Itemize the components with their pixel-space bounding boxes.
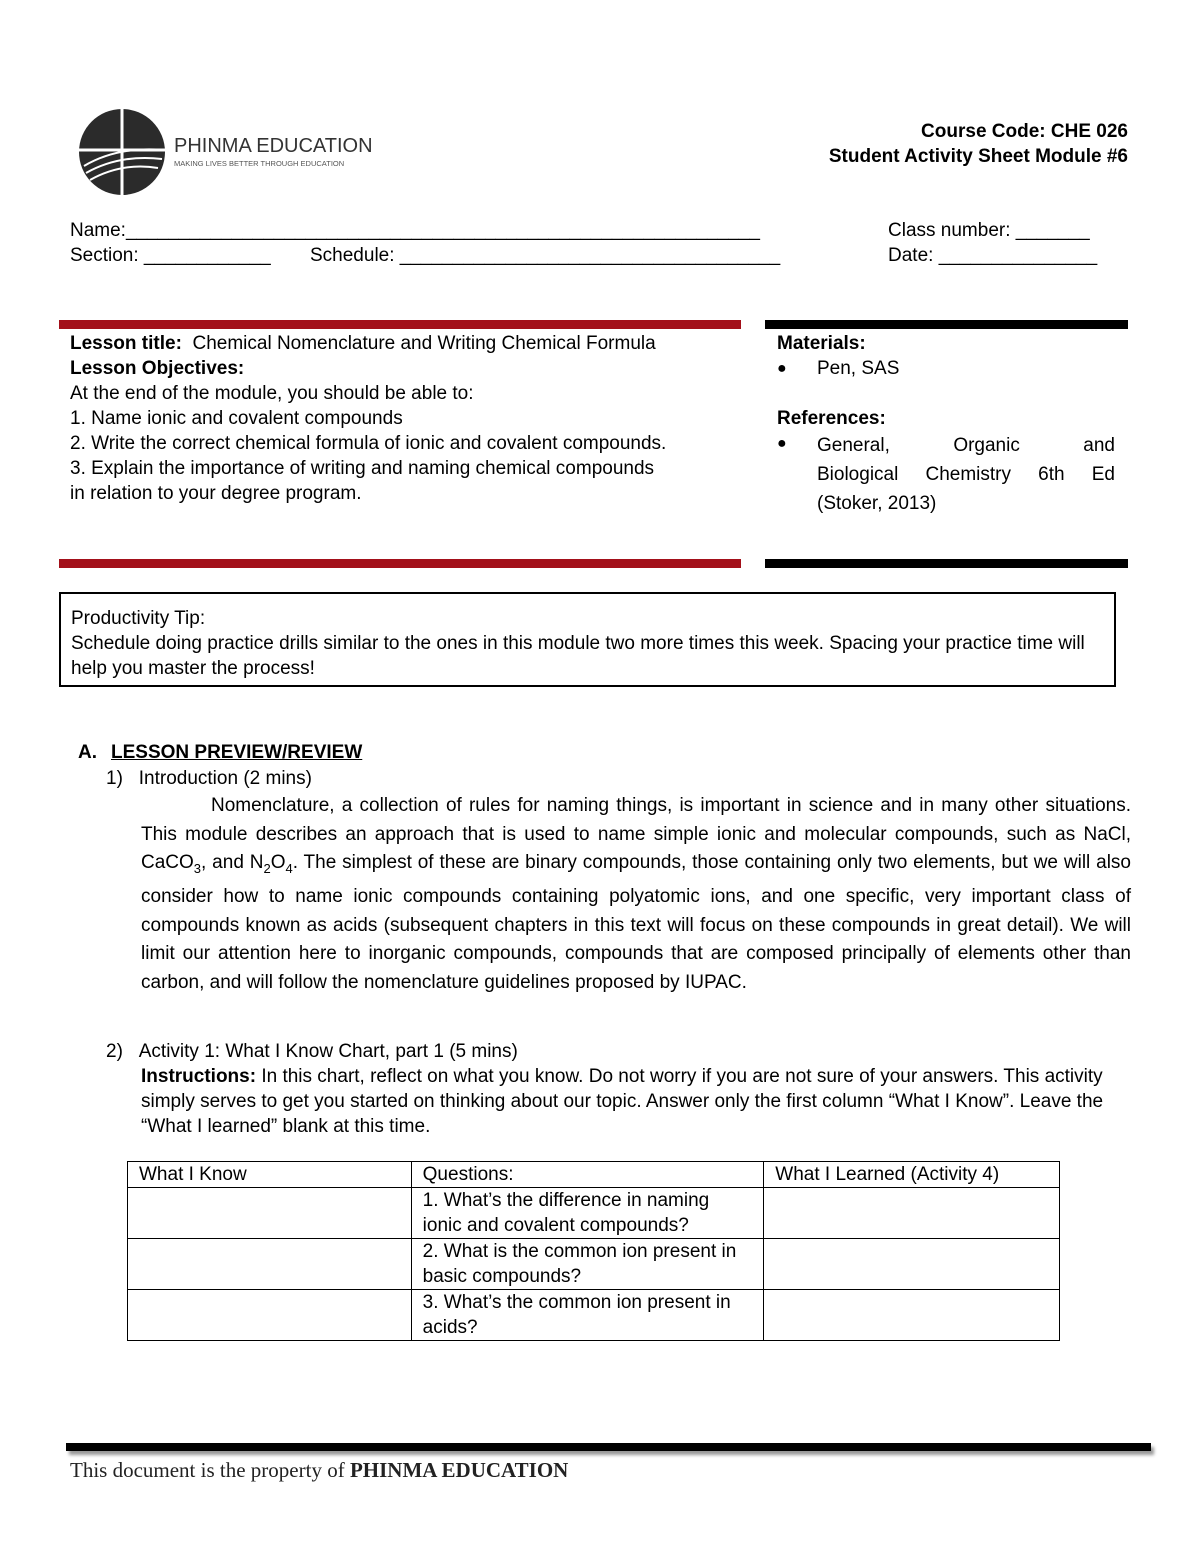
class-number-field[interactable]: Class number: _______ [888, 220, 1090, 241]
schedule-field[interactable]: Schedule: ____________________________________ [310, 245, 781, 266]
top-black-divider [765, 320, 1128, 329]
what-i-know-chart [127, 1161, 1060, 1341]
table-row [128, 1188, 1060, 1239]
logo-tagline: MAKING LIVES BETTER THROUGH EDUCATION [174, 159, 345, 168]
productivity-tip-box [59, 592, 1116, 687]
logo-wordmark: PHINMA EDUCATION [174, 135, 373, 157]
materials-label: Materials: [777, 333, 866, 354]
materials-item: ● Pen, SAS [777, 358, 900, 379]
lesson-title-line [70, 331, 670, 356]
footer-divider [66, 1443, 1151, 1451]
top-red-divider [59, 320, 741, 329]
name-field[interactable]: Name:____________________________________________________________ [70, 220, 760, 241]
references-label: References: [777, 408, 886, 429]
introduction-paragraph: Nomenclature, a collection of rules for naming things, is important in science and in many other situations. This module describes an approach that is used to name simple ionic and molecular compounds, such as NaCl, CaCO$_3$, and $N_2O_4$. The simplest of these are binary compounds, those containing only two elements, but we will also consider how to name ionic compounds containing polyatomic ions, and one specific, very important class of compounds known as acids (subsequent chapters in this text will focus on these compounds in great detail). We will limit our attention here to inorganic compounds, compounds that are composed principally of elements other than carbon, and will follow the nomenclature guidelines proposed by IUPAC. [141, 795, 1131, 993]
header-what-i-know: What I Know [128, 1162, 412, 1188]
section-field[interactable]: Section: ____________ [70, 245, 271, 266]
bottom-black-divider [765, 559, 1128, 568]
item-introduction: 1) Introduction (2 mins) [106, 768, 312, 789]
bottom-red-divider [59, 559, 741, 568]
question-cell: 2. What is the common ion present in basic compounds? [411, 1239, 764, 1290]
answer-cell[interactable] [128, 1290, 412, 1341]
lesson-title-label: Lesson title: [70, 333, 182, 354]
header-questions: Questions: [411, 1162, 764, 1188]
footer-note: This document is the property of PHINMA EDUCATION [70, 1458, 569, 1482]
bullet-icon: ● [777, 435, 787, 452]
table-row [128, 1239, 1060, 1290]
lesson-title: Chemical Nomenclature and Writing Chemical Formula [192, 333, 656, 354]
activity-instructions: Instructions: In this chart, reflect on what you know. Do not worry if you are not sure of your answers. This activity simply serves to get you started on thinking about our topic. Answer only the first column “What I Know”. Leave the “What I learned” blank at this time. [141, 1066, 1104, 1137]
section-a-heading: A. LESSON PREVIEW/REVIEW [78, 742, 363, 763]
reference-item: ● General, Organic and Biological Chemistry 6th Ed (Stoker, 2013) [777, 431, 1117, 518]
item-activity-1: 2) Activity 1: What I Know Chart, part 1 (5 mins) [106, 1041, 518, 1062]
lesson-info [70, 331, 670, 506]
tip-text: Schedule doing practice drills similar to the ones in this module two more times this week. Spacing your practice time will help you master the process! [71, 633, 1085, 679]
answer-cell[interactable] [128, 1188, 412, 1239]
question-cell: 1. What’s the difference in naming ionic and covalent compounds? [411, 1188, 764, 1239]
chart-header-row [128, 1162, 1060, 1188]
table-row [128, 1290, 1060, 1341]
objectives-intro: At the end of the module, you should be able to: [70, 383, 474, 404]
objective-item: 1. Name ionic and covalent compounds [70, 408, 403, 429]
learned-cell[interactable] [764, 1239, 1060, 1290]
phinma-logo [78, 106, 378, 198]
bullet-icon: ● [777, 360, 787, 377]
learned-cell[interactable] [764, 1290, 1060, 1341]
course-code: Course Code: CHE 026 [921, 121, 1128, 142]
question-cell: 3. What’s the common ion present in acids? [411, 1290, 764, 1341]
date-field[interactable]: Date: _______________ [888, 245, 1098, 266]
answer-cell[interactable] [128, 1239, 412, 1290]
learned-cell[interactable] [764, 1188, 1060, 1239]
header-what-i-learned: What I Learned (Activity 4) [764, 1162, 1060, 1188]
objective-item: 3. Explain the importance of writing and naming chemical compounds in relation to your degree program. [70, 458, 655, 504]
tip-title: Productivity Tip: [71, 608, 206, 629]
objective-item: 2. Write the correct chemical formula of ionic and covalent compounds. [70, 433, 667, 454]
sheet-title: Student Activity Sheet Module #6 [828, 146, 1128, 167]
course-header [829, 119, 1128, 169]
objectives-label: Lesson Objectives: [70, 358, 245, 379]
materials-panel [777, 331, 1117, 518]
